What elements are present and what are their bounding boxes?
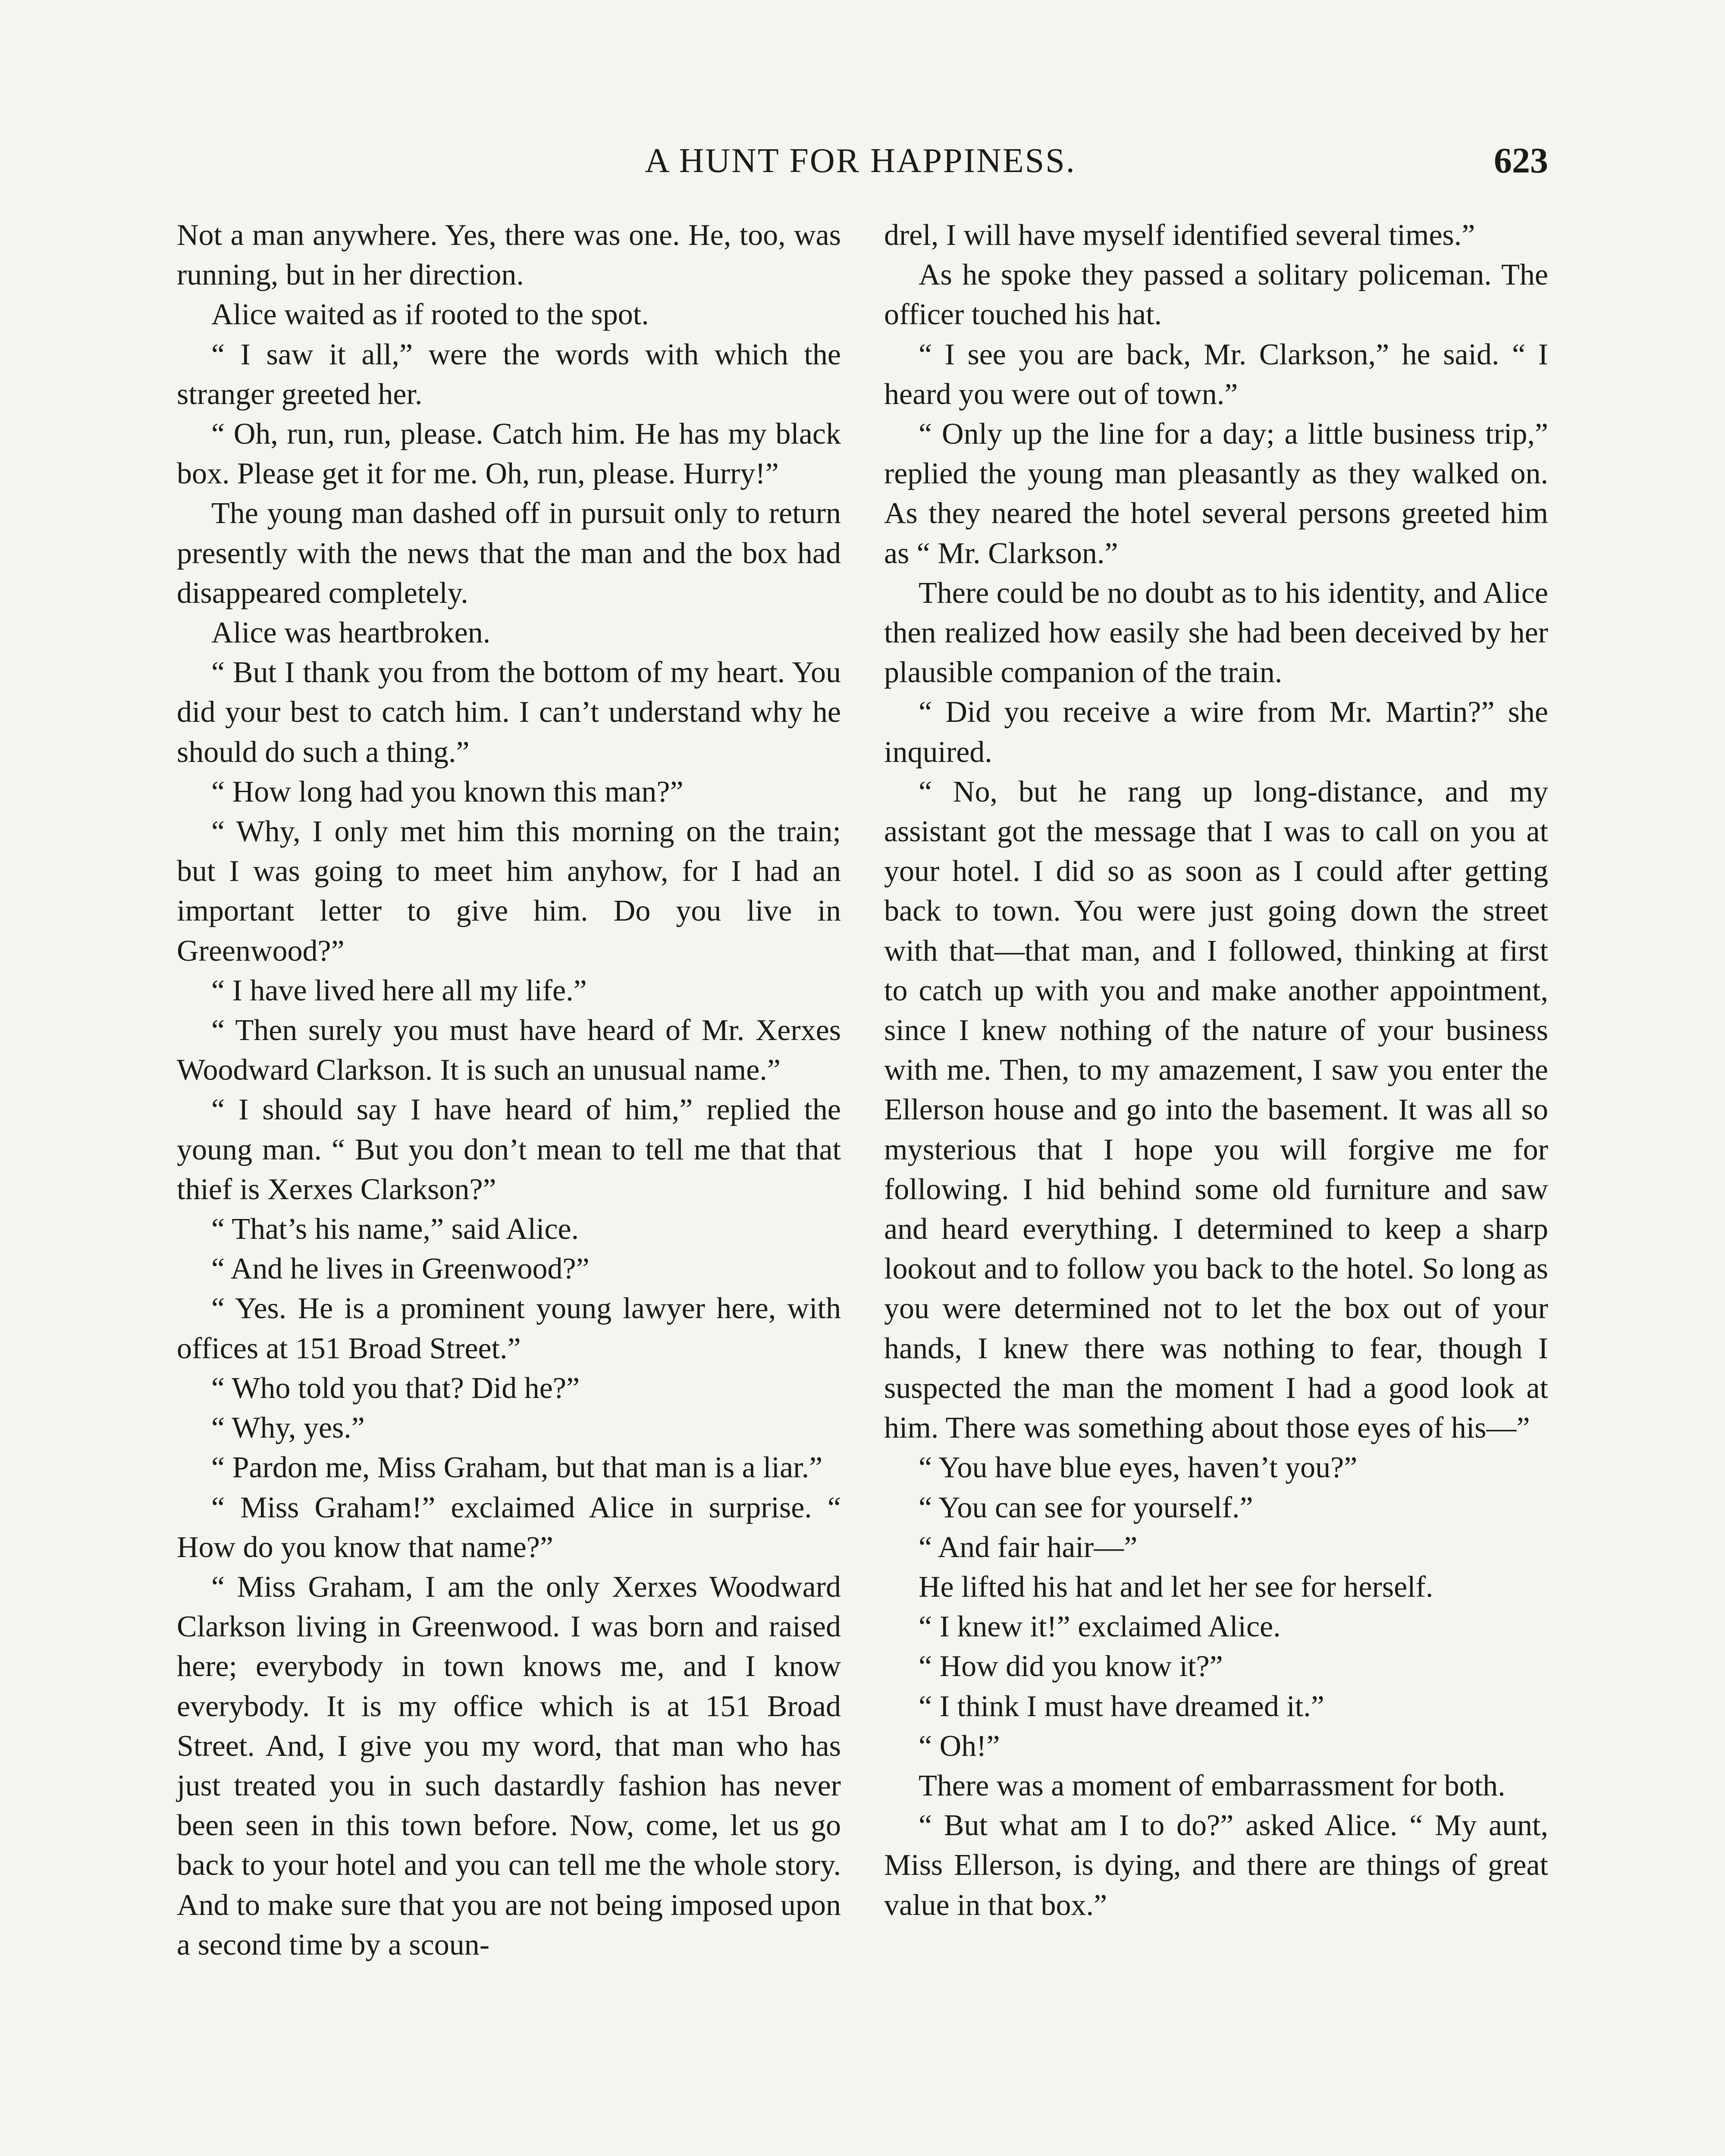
paragraph: “ Only up the line for a day; a little business trip,” replied the young man pleasantly as they walked on. As they neared the hotel several persons greeted him as “ Mr. Clarkson.” <box>884 417 1548 570</box>
paragraph: Alice was heartbroken. <box>211 616 491 650</box>
paragraph: “ No, but he rang up long-distance, and my assistant got the message that I was to call on you at your hotel. I did so as soon as I could after getting back to town. You were just going down the street with that—that man, and I followed, thinking at first to catch up with you and make another appointment, since I knew nothing of the nature of your business with me. Then, to my amazement, I saw you enter the Ellerson house and go into the basement. It was all so mysterious that I hope you will forgive me for following. I hid behind some old furniture and saw and heard everything. I determined to keep a sharp lookout and to follow you back to the hotel. So long as you were determined not to let the box out of your hands, I knew there was nothing to fear, though I suspected the man the moment I had a good look at him. There was something about those eyes of his—” <box>884 775 1548 1445</box>
paragraph: “ Pardon me, Miss Graham, but that man is a liar.” <box>211 1451 823 1485</box>
paragraph: Not a man anywhere. Yes, there was one. He, too, was running, but in her direction. <box>177 219 841 292</box>
paragraph: “ But what am I to do?” asked Alice. “ My aunt, Miss Ellerson, is dying, and there are things of great value in that box.” <box>884 1809 1548 1922</box>
paragraph: There was a moment of embarrassment for both. <box>919 1769 1505 1802</box>
paragraph: “ Then surely you must have heard of Mr. Xerxes Woodward Clarkson. It is such an unusual name.” <box>177 1014 841 1087</box>
right-column <box>884 216 1548 2156</box>
paragraph: “ I should say I have heard of him,” replied the young man. “ But you don’t mean to tell me that that thief is Xerxes Clarkson?” <box>177 1093 841 1206</box>
paragraph: “ But I thank you from the bottom of my heart. You did your best to catch him. I can’t understand why he should do such a thing.” <box>177 656 841 769</box>
running-title: A HUNT FOR HAPPINESS. <box>645 142 1076 180</box>
paragraph: “ How did you know it?” <box>919 1650 1223 1683</box>
paragraph: The young man dashed off in pursuit only to return presently with the news that the man and the box had disappeared completely. <box>177 497 841 610</box>
paragraph: “ Oh!” <box>919 1729 1000 1763</box>
page-number: 623 <box>1494 141 1548 181</box>
paragraph: “ I have lived here all my life.” <box>211 974 587 1007</box>
paragraph: “ I see you are back, Mr. Clarkson,” he said. “ I heard you were out of town.” <box>884 338 1548 411</box>
paragraph: “ You can see for yourself.” <box>919 1491 1253 1524</box>
paragraph: “ How long had you known this man?” <box>211 775 684 808</box>
paragraph: “ I saw it all,” were the words with which the stranger greeted her. <box>177 338 841 411</box>
paragraph: “ Why, I only met him this morning on the train; but I was going to meet him anyhow, for I had an important letter to give him. Do you live in Greenwood?” <box>177 815 841 968</box>
left-column <box>177 216 841 2156</box>
paragraph: “ I think I must have dreamed it.” <box>919 1689 1324 1723</box>
paragraph: “ Miss Graham, I am the only Xerxes Woodward Clarkson living in Greenwood. I was born and raised here; everybody in town knows me, and I know everybody. It is my office which is at 151 Broad Street. And, I give you my word, that man who has just treated you in such dastardly fashion has never been seen in this town before. Now, come, let us go back to your hotel and you can tell me the whole story. And to make sure that you are not being imposed upon a second time by a scoun- <box>177 1570 841 1962</box>
paragraph: “ And fair hair—” <box>919 1530 1138 1564</box>
paragraph: “ Miss Graham!” exclaimed Alice in surprise. “ How do you know that name?” <box>177 1491 841 1564</box>
paragraph: As he spoke they passed a solitary policeman. The officer touched his hat. <box>884 258 1548 332</box>
paragraph: There could be no doubt as to his identity, and Alice then realized how easily she had been deceived by her plausible companion of the train. <box>884 576 1548 689</box>
paragraph: “ Who told you that? Did he?” <box>211 1371 580 1405</box>
paragraph: “ I knew it!” exclaimed Alice. <box>919 1610 1281 1644</box>
paragraph: “ That’s his name,” said Alice. <box>211 1213 579 1246</box>
paragraph: “ Did you receive a wire from Mr. Martin?” she inquired. <box>884 696 1548 769</box>
paragraph: “ Why, yes.” <box>211 1411 365 1445</box>
paragraph: drel, I will have myself identified several times.” <box>884 219 1475 252</box>
page-header <box>172 137 1548 185</box>
paragraph: “ And he lives in Greenwood?” <box>211 1252 590 1286</box>
paragraph: “ Yes. He is a prominent young lawyer here, with offices at 151 Broad Street.” <box>177 1292 841 1365</box>
paragraph: “ Oh, run, run, please. Catch him. He has my black box. Please get it for me. Oh, run, please. Hurry!” <box>177 417 841 491</box>
text-columns <box>177 216 1548 2156</box>
paragraph: He lifted his hat and let her see for herself. <box>919 1570 1433 1604</box>
paragraph: Alice waited as if rooted to the spot. <box>211 298 649 332</box>
paragraph: “ You have blue eyes, haven’t you?” <box>919 1451 1358 1485</box>
